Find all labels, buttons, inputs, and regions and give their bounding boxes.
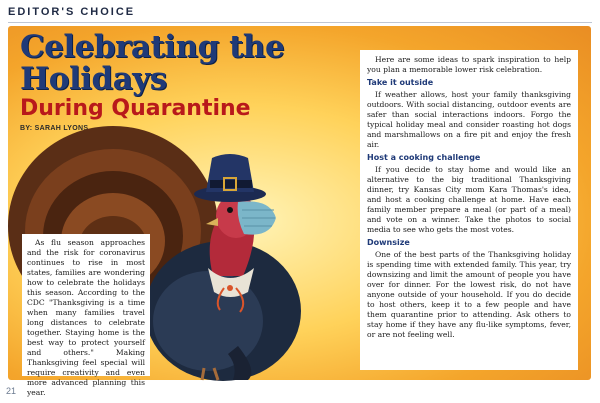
article-subtitle: During Quarantine	[20, 96, 251, 121]
section-body-outside: If weather allows, host your family thanksgiving outdoors. With social distancing, outdoor events are safer than social interactions indoors. Forgo the typical holiday meal and consider roasting hot dogs and marshmallows on a fire pit and enjoy the fresh air.	[367, 90, 571, 149]
face-mask-icon	[238, 201, 276, 234]
section-body-downsize: One of the best parts of the Thanksgiving holiday is spending time with extended family. This year, try downsizing and limit the amount of people you have over for dinner. For the lowest risk, do not have anyone outside of your household. If you do decide to host others, keep it to a few people and have them quarantine prior to attending. Ask others to stay home if they have any flu-like symptoms, fever, or are not feeling well.	[367, 250, 571, 339]
article-byline: BY: SARAH LYONS	[20, 125, 89, 132]
section-heading-downsize: Downsize	[367, 238, 410, 247]
section-header: EDITOR'S CHOICE	[8, 6, 136, 18]
section-heading-cooking: Host a cooking challenge	[367, 153, 481, 162]
article-title-line1: Celebrating the	[20, 29, 285, 65]
page-number: 21	[6, 386, 17, 396]
header-divider	[8, 22, 592, 23]
article-title-line2: Holidays	[20, 61, 167, 97]
article-body-column	[360, 50, 578, 370]
lead-paragraph: Here are some ideas to spark inspiration to help you plan a memorable lower risk celebration.	[367, 55, 571, 74]
section-body-cooking: If you decide to stay home and would like an alternative to the big traditional Thanksgiving dinner, try Kansas City mom Kara Thomas's idea, and host a cooking challenge at home. Have each family member prepare a meal (or part of a meal) and vote on a winner. Take the photos to social media to see who gets the most votes.	[367, 165, 571, 234]
intro-paragraph: As flu season approaches and the risk for coronavirus continues to rise in most states, families are wondering how to celebrate the holidays this season. According to the CDC "Thanksgiving is a time when many families travel long distances to celebrate together. Staying home is the best way to protect yourself and others." Making Thanksgiving feel special will require creativity and even more advanced planning this year.	[22, 234, 150, 376]
section-heading-outside: Take it outside	[367, 78, 434, 87]
